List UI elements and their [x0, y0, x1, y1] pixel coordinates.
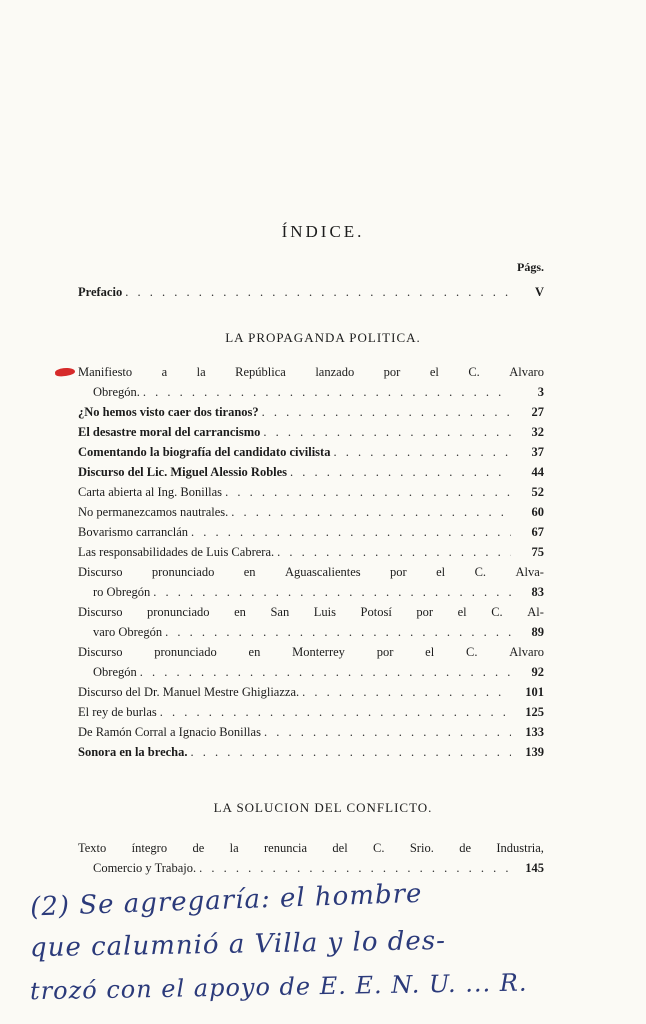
toc-entry-line1: Manifiesto a la República lanzado por el C. Alvaro [78, 365, 544, 379]
toc-entry-line1: Discurso pronunciado en San Luis Potosí por el C. Al- [78, 605, 544, 619]
toc-entry-line1: Discurso pronunciado en Aguascalientes por el C. Alva- [78, 565, 544, 579]
toc-entry: Sonora en la brecha. . . . 139 [78, 742, 544, 762]
toc-entry: Discurso del Lic. Miguel Alessio Robles . . . 44 [78, 462, 544, 482]
toc-entry-line1: Texto íntegro de la renuncia del C. Srio. de Industria, [78, 841, 544, 855]
toc-entry-line1: Discurso pronunciado en Monterrey por el C. Alvaro [78, 645, 544, 659]
toc-entry: De Ramón Corral a Ignacio Bonillas . . . 133 [78, 722, 544, 742]
leader-dots [125, 282, 511, 302]
toc-entry-page: V [534, 285, 544, 299]
section-title-solucion: LA SOLUCION DEL CONFLICTO. [213, 800, 433, 815]
pages-column-label: Págs. [517, 260, 544, 274]
toc-entry: Comentando la biografía del candidato civilista . . . 37 [78, 442, 544, 462]
toc-entry: varo Obregón . . . 89 [93, 622, 544, 642]
handwritten-note-line: trozó con el apoyo de E. E. N. U. ... R. [29, 968, 528, 1006]
toc-entry: ro Obregón . . . 83 [93, 582, 544, 602]
section-title-propaganda: LA PROPAGANDA POLITICA. [225, 330, 421, 345]
toc-entry: Discurso del Dr. Manuel Mestre Ghigliazza. . . . 101 [78, 682, 544, 702]
toc-entry-manifiesto: Obregón. . . . 3 [93, 382, 544, 402]
toc-entry-title: Prefacio [78, 285, 123, 299]
toc-entry: ¿No hemos visto caer dos tiranos? . . . 27 [78, 402, 544, 422]
toc-entry: Las responsabilidades de Luis Cabrera. . . . 75 [78, 542, 544, 562]
toc-entry: No permanezcamos nautrales. . . . 60 [78, 502, 544, 522]
toc-entry: El rey de burlas . . . 125 [78, 702, 544, 722]
toc-entry: Obregón . . . 92 [93, 662, 544, 682]
handwritten-note-line: que calumnió a Villa y lo des- [29, 925, 447, 964]
red-ink-mark [55, 367, 76, 377]
leader-dots [143, 382, 511, 402]
toc-entry: Bovarismo carranclán . . . 67 [78, 522, 544, 542]
toc-entry: El desastre moral del carrancismo . . . 32 [78, 422, 544, 442]
toc-entry: Comercio y Trabajo. . . . 145 [93, 858, 544, 878]
toc-entry: Carta abierta al Ing. Bonillas . . . 52 [78, 482, 544, 502]
toc-entry-prefacio [78, 282, 544, 302]
handwritten-note-line: (2) Se agregaría: el hombre [29, 878, 423, 923]
index-title: ÍNDICE. [281, 222, 365, 241]
